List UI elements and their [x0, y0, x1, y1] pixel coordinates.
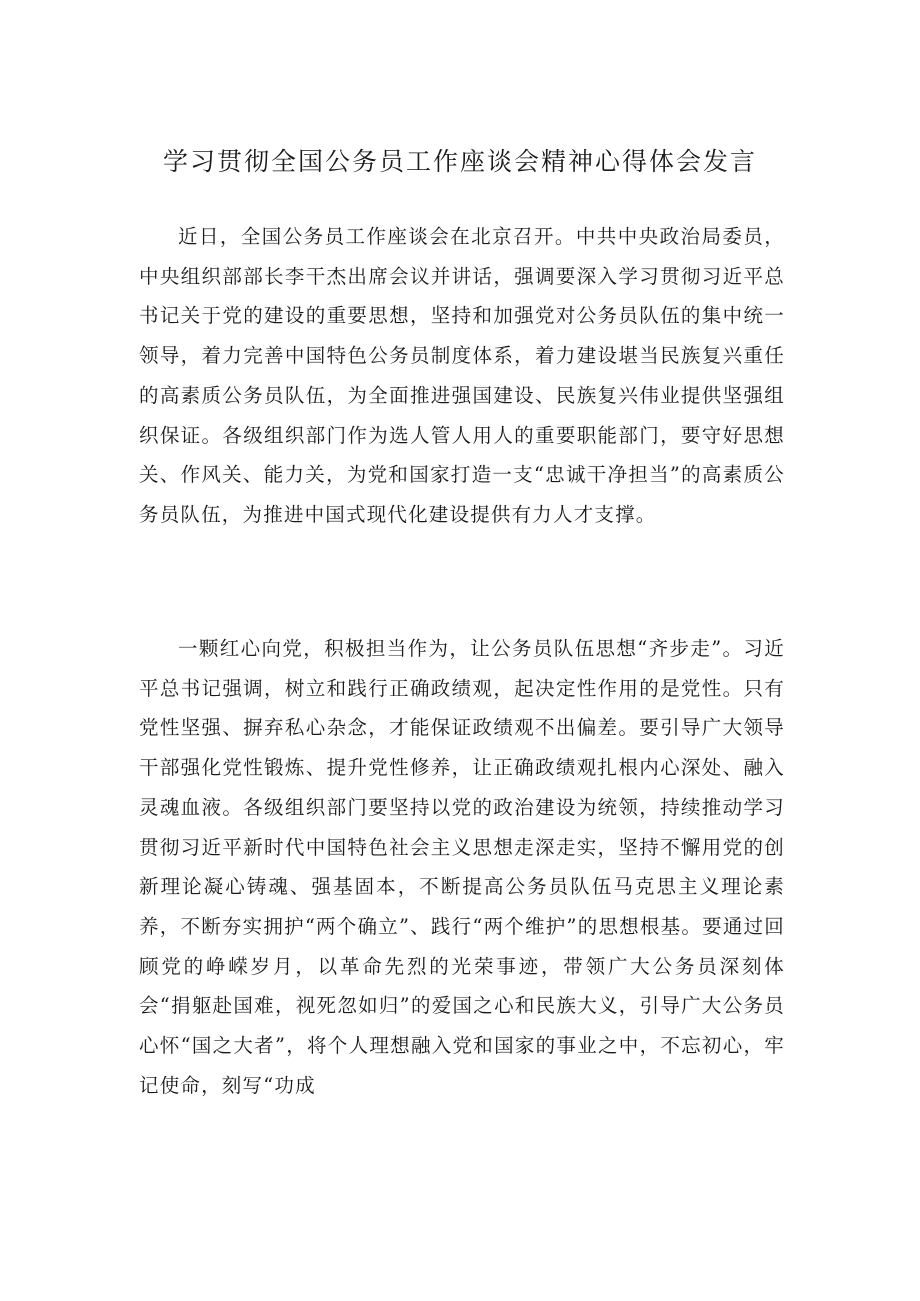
- document-title: 学习贯彻全国公务员工作座谈会精神心得体会发言: [162, 147, 757, 176]
- paragraph-1: 近日，全国公务员工作座谈会在北京召开。中共中央政治局委员，中央组织部部长李干杰出席会议并讲话，强调要深入学习贯彻习近平总书记关于党的建设的重要思想，坚持和加强党对公务员队伍的集中统一领导，着力完善中国特色公务员制度体系，着力建设堪当民族复兴重任的高素质公务员队伍，为全面推进强国建设、民族复兴伟业提供坚强组织保证。各级组织部门作为选人管人用人的重要职能部门，要守好思想关、作风关、能力关，为党和国家打造一支“忠诚干净担当”的高素质公务员队伍，为推进中国式现代化建设提供有力人才支撑。: [139, 225, 785, 526]
- paragraph-2: 一颗红心向党，积极担当作为，让公务员队伍思想“齐步走”。习近平总书记强调，树立和践行正确政绩观，起决定性作用的是党性。只有党性坚强、摒弃私心杂念，才能保证政绩观不出偏差。要引导广大领导干部强化党性锻炼、提升党性修养，让正确政绩观扎根内心深处、融入灵魂血液。各级组织部门要坚持以党的政治建设为统领，持续推动学习贯彻习近平新时代中国特色社会主义思想走深走实，坚持不懈用党的创新理论凝心铸魂、强基固本，不断提高公务员队伍马克思主义理论素养，不断夯实拥护“两个确立”、践行“两个维护”的思想根基。要通过回顾党的峥嵘岁月，以革命先烈的光荣事迹，带领广大公务员深刻体会“捐躯赴国难，视死忽如归”的爱国之心和民族大义，引导广大公务员心怀“国之大者”，将个人理想融入党和国家的事业之中，不忘初心，牢记使命，刻写“功成: [139, 637, 785, 1097]
